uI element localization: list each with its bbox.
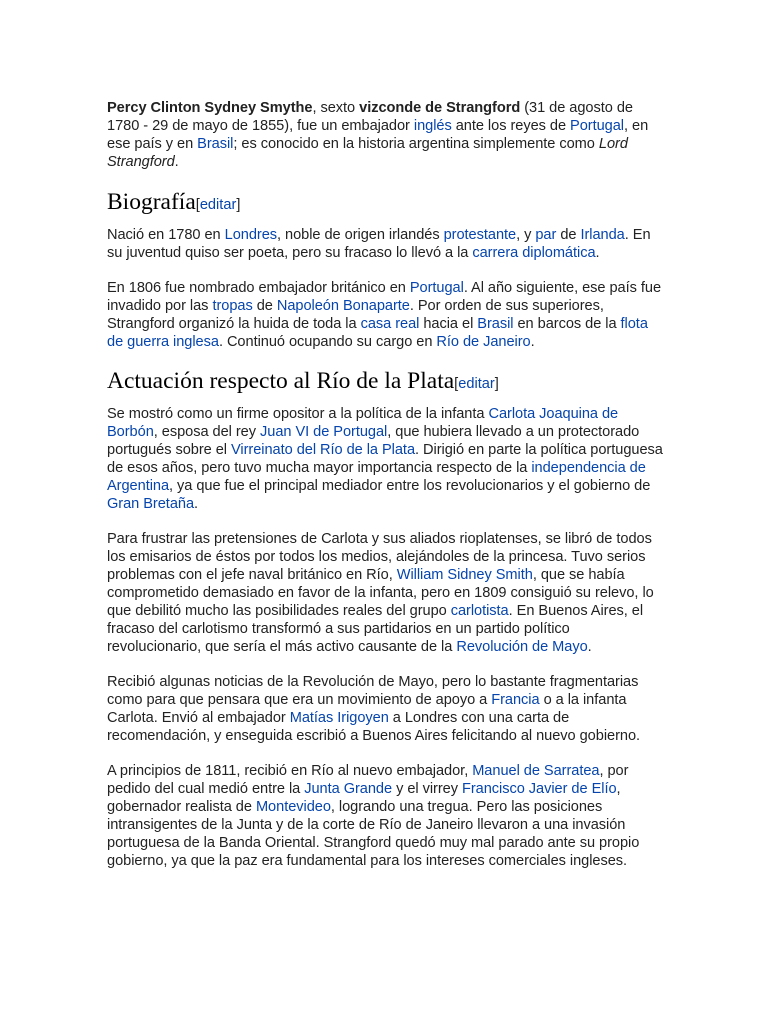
text-run: , noble de origen irlandés [277,227,444,243]
text-run: , sexto [312,100,360,116]
text-run: . [174,154,179,170]
link-napoleon[interactable]: Napoleón Bonaparte [276,298,410,314]
text-run: . Al año siguiente, ese país fue invadido por las [107,280,662,314]
link-francia[interactable]: Francia [491,692,540,708]
text-run: . [595,245,600,261]
link-par[interactable]: par [535,227,557,243]
text-run: en barcos de la [513,316,621,332]
link-gran-bretana[interactable]: Gran Bretaña [107,496,195,512]
link-rio-de-janeiro[interactable]: Río de Janeiro [436,334,531,350]
actuacion-paragraph-1 [107,405,667,513]
edit-link[interactable]: editar [199,197,237,213]
text-run: . En su juventud quiso ser poeta, pero su fracaso lo llevó a la [107,227,651,261]
link-brasil[interactable]: Brasil [197,136,234,152]
text-run: de [556,227,581,243]
link-matias-irigoyen[interactable]: Matías Irigoyen [289,710,389,726]
text-run: , que hubiera llevado a un protectorado portugués sobre el [107,424,640,458]
text-run: (31 de agosto de 1780 - 29 de mayo de 1855), fue un embajador [107,100,633,134]
heading-biografia [107,187,667,220]
link-protestante[interactable]: protestante [443,227,517,243]
link-brasil-2[interactable]: Brasil [477,316,514,332]
article-content [107,99,667,887]
link-flota[interactable]: flota de guerra inglesa [107,316,648,350]
section-title: Actuación respecto al Río de la Plata [107,368,455,394]
link-tropas[interactable]: tropas [212,298,253,314]
text-run: , ya que fue el principal mediador entre los revolucionarios y el gobierno de [169,478,651,494]
link-manuel-de-sarratea[interactable]: Manuel de Sarratea [472,763,600,779]
text-run: y el virrey [392,781,462,797]
link-irlanda[interactable]: Irlanda [580,227,625,243]
bracket: ] [236,197,241,213]
bio-paragraph-2 [107,279,667,351]
lord-strangford: Lord Strangford [107,136,628,170]
text-run: , por pedido del cual medió entre la [107,763,629,797]
text-run: a Londres con una carta de recomendación, y enseguida escribió a Buenos Aires felicitando al nuevo gobierno. [107,710,641,744]
text-run: hacia el [419,316,478,332]
link-revolucion-de-mayo[interactable]: Revolución de Mayo [456,639,588,655]
subject-title: vizconde de Strangford [359,100,521,116]
link-francisco-javier-de-elio[interactable]: Francisco Javier de Elío [461,781,617,797]
link-independencia[interactable]: independencia de Argentina [107,460,646,494]
text-run: . En Buenos Aires, el fracaso del carlotismo transformó a sus partidarios en un partido político revolucionario, que sería el más activo causante de la [107,603,644,655]
text-run: . [194,496,199,512]
actuacion-paragraph-3 [107,673,667,745]
link-portugal-2[interactable]: Portugal [409,280,464,296]
link-casa-real[interactable]: casa real [360,316,420,332]
bracket: [ [454,376,459,392]
text-run: , y [516,227,536,243]
actuacion-paragraph-2 [107,530,667,656]
bracket: ] [494,376,499,392]
text-run: , que se había comprometido demasiado en favor de la infanta, pero en 1809 consiguió su relevo, lo que debilitó mucho las posibilidades reales del grupo [107,567,654,619]
text-run: . [587,639,592,655]
section-title: Biografía [107,189,196,215]
edit-link[interactable]: editar [458,376,495,392]
link-londres[interactable]: Londres [224,227,278,243]
text-run: Para frustrar las pretensiones de Carlota y sus aliados rioplatenses, se libró de todos los emisarios de éstos por todos los medios, alejándoles de la princesa. Tuvo serios problemas con el jefe naval británico en Río, [107,531,652,583]
intro-paragraph [107,99,667,171]
link-william-sidney-smith[interactable]: William Sidney Smith [396,567,533,583]
text-run: . [530,334,535,350]
link-virreinato[interactable]: Virreinato del Río de la Plata [231,442,416,458]
actuacion-paragraph-4 [107,762,667,870]
text-run: A principios de 1811, recibió en Río al nuevo embajador, [107,763,473,779]
text-run: , esposa del rey [153,424,260,440]
text-run: . Continuó ocupando su cargo en [218,334,437,350]
text-run: Nació en 1780 en [107,227,225,243]
text-run: , logrando una tregua. Pero las posiciones intransigentes de la Junta y de la corte de Río de Janeiro llevaron a una invasión portuguesa de la Banda Oriental. Strangford quedó muy mal parado ante su propio gobierno, ya que la paz era fundamental para los intereses comerciales ingleses. [107,799,640,869]
text-run: Se mostró como un firme opositor a la política de la infanta [107,406,489,422]
edit-section-biografia [196,197,241,213]
link-portugal[interactable]: Portugal [570,118,624,134]
text-run: o a la infanta Carlota. Envió al embajador [107,692,627,726]
link-carlotista[interactable]: carlotista [450,603,509,619]
text-run: , en ese país y en [107,118,649,152]
edit-section-actuacion [454,376,499,392]
link-carlota-joaquina[interactable]: Carlota Joaquina de Borbón [107,406,619,440]
link-juan-vi[interactable]: Juan VI de Portugal [260,424,388,440]
text-run: En 1806 fue nombrado embajador británico en [107,280,410,296]
link-ingles[interactable]: inglés [413,118,452,134]
text-run: ; es conocido en la historia argentina simplemente como [233,136,599,152]
link-carrera-diplomatica[interactable]: carrera diplomática [472,245,596,261]
heading-actuacion [107,366,667,399]
text-run: Recibió algunas noticias de la Revolución de Mayo, pero lo bastante fragmentarias como para que pensara que era un movimiento de apoyo a [107,674,639,708]
text-run: . Por orden de sus superiores, Strangford organizó la huida de toda la [107,298,604,332]
link-junta-grande[interactable]: Junta Grande [304,781,393,797]
bracket: [ [195,197,200,213]
bio-paragraph-1 [107,226,667,262]
text-run: . Dirigió en parte la política portuguesa de esos años, pero tuvo mucha mayor importancia respecto de la [107,442,663,476]
text-run: , gobernador realista de [107,781,621,815]
text-run: ante los reyes de [451,118,571,134]
link-montevideo[interactable]: Montevideo [255,799,331,815]
subject-name: Percy Clinton Sydney Smythe [107,100,313,116]
text-run: de [252,298,277,314]
